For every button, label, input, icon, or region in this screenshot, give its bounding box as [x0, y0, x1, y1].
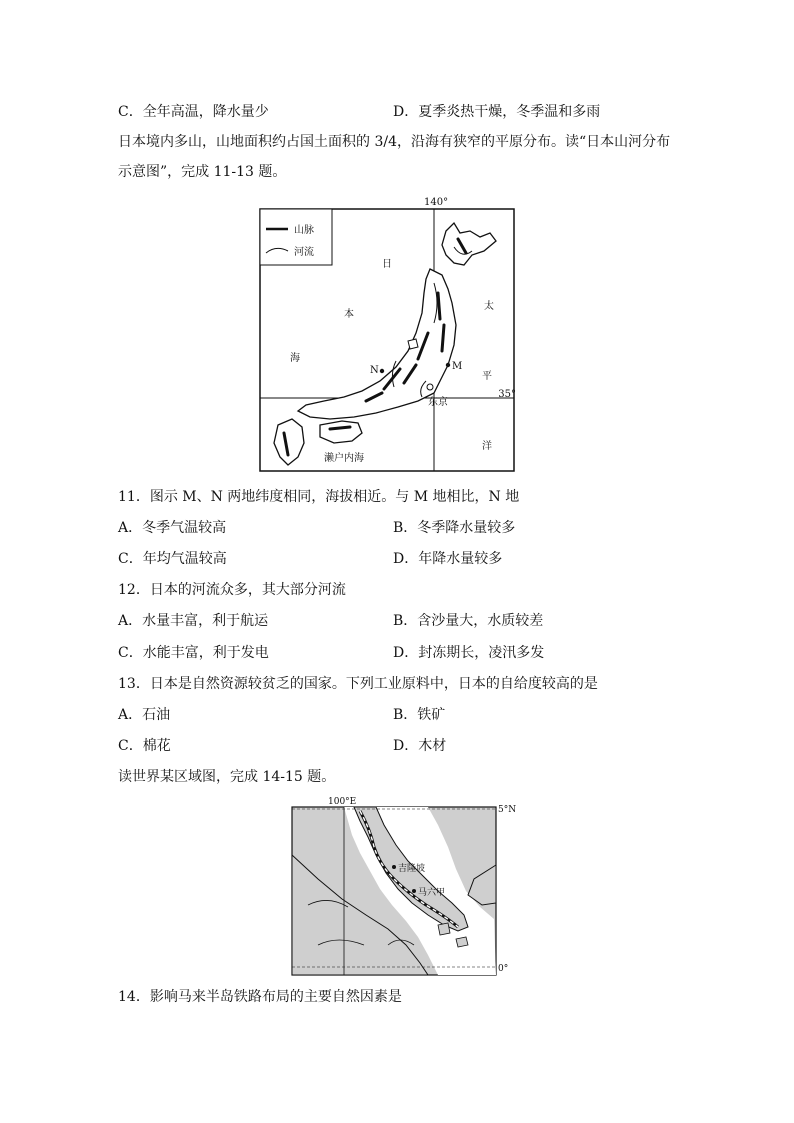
- point-m-marker: [446, 363, 450, 367]
- q12-option-b: B．含沙量大，水质较差: [393, 613, 544, 629]
- latitude-label: 35°: [498, 389, 516, 400]
- q11-option-d: D．年降水量较多: [393, 551, 503, 567]
- longitude-label: 140°: [424, 197, 449, 208]
- q13-option-b: B．铁矿: [393, 707, 446, 723]
- ocean-label-ping: 平: [482, 371, 492, 382]
- inland-sea-label: 濑户内海: [324, 453, 364, 464]
- point-n-marker: [380, 369, 384, 373]
- island: [438, 923, 450, 935]
- island: [456, 937, 468, 947]
- lat-5n-label: 5°N: [498, 805, 517, 815]
- q13-stem: 13．日本是自然资源较贫乏的国家。下列工业原料中，日本的自给度较高的是: [118, 676, 598, 692]
- longitude-100e-label: 100°E: [328, 797, 357, 807]
- intro-japan-line2: 示意图”，完成 11-13 题。: [118, 164, 287, 180]
- q11-stem: 11．图示 M、N 两地纬度相同，海拔相近。与 M 地相比，N 地: [118, 489, 520, 505]
- ocean-label-tai: 太: [484, 301, 494, 312]
- q13-option-a: A．石油: [118, 707, 171, 723]
- kuala-lumpur-label: 吉隆坡: [398, 864, 426, 874]
- japan-map: [258, 193, 520, 475]
- kuala-lumpur-marker: [392, 865, 396, 869]
- sea-label-hai: 海: [290, 353, 300, 364]
- sea-label-ri: 日: [382, 259, 392, 270]
- tokyo-label: 东京: [428, 397, 448, 408]
- point-n-label: N: [370, 365, 379, 376]
- intro-japan-line1: 日本境内多山，山地面积约占国土面积的 3/4，沿海有狭窄的平原分布。读“日本山河分布: [118, 134, 671, 150]
- malacca-marker: [412, 889, 416, 893]
- q14-stem: 14．影响马来半岛铁路布局的主要自然因素是: [118, 989, 402, 1005]
- point-m-label: M: [452, 361, 463, 372]
- q12-option-c: C．水能丰富，利于发电: [118, 645, 269, 661]
- q12-option-d: D．封冻期长，凌汛多发: [393, 645, 545, 661]
- malacca-label: 马六甲: [418, 888, 446, 898]
- q12-option-a: A．水量丰富，利于航运: [118, 613, 269, 629]
- q11-option-b: B．冬季降水量较多: [393, 520, 516, 536]
- region-map-figure: [288, 795, 517, 979]
- q11-option-a: A．冬季气温较高: [118, 520, 227, 536]
- region-map: [288, 795, 517, 979]
- lat-0-label: 0°: [498, 964, 509, 974]
- q10-option-d: D．夏季炎热干燥，冬季温和多雨: [393, 104, 601, 120]
- ocean-label-yang: 洋: [482, 441, 492, 452]
- tokyo-marker: [427, 384, 433, 390]
- q13-option-c: C．棉花: [118, 738, 171, 754]
- q10-option-c: C．全年高温，降水量少: [118, 104, 269, 120]
- intro-region: 读世界某区域图，完成 14-15 题。: [118, 769, 336, 785]
- legend-river: 河流: [294, 247, 314, 258]
- japan-map-figure: [258, 193, 520, 475]
- q12-stem: 12．日本的河流众多，其大部分河流: [118, 582, 346, 598]
- q13-option-d: D．木材: [393, 738, 447, 754]
- q11-option-c: C．年均气温较高: [118, 551, 227, 567]
- sea-label-ben: 本: [344, 309, 354, 320]
- sado-island: [408, 339, 418, 349]
- legend-mountain: 山脉: [294, 225, 314, 236]
